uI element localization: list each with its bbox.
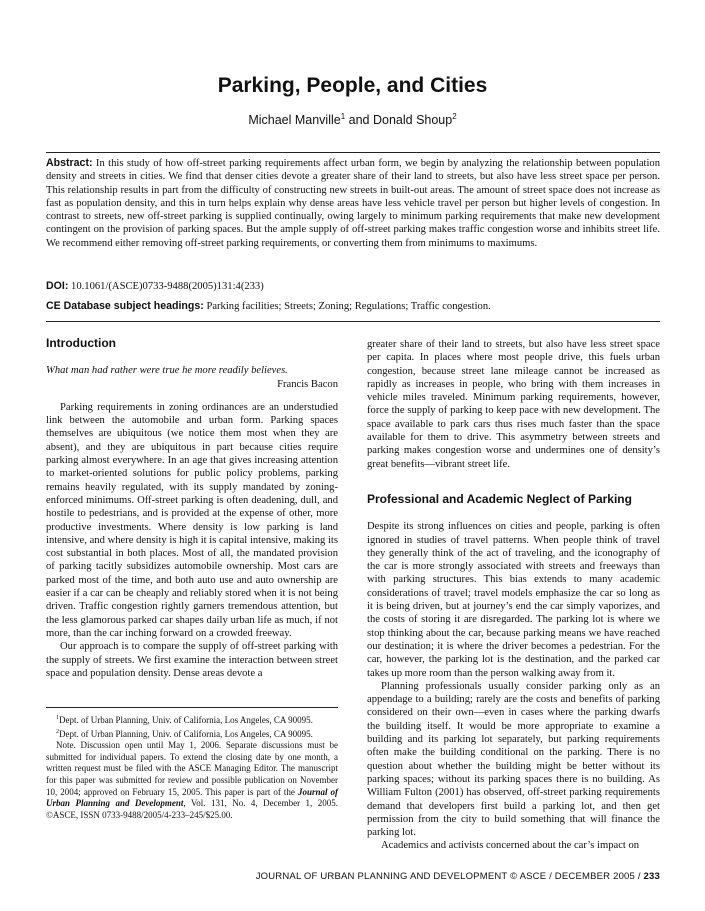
abstract-label: Abstract: xyxy=(46,157,93,169)
footnote-rule xyxy=(46,707,338,708)
author2-affiliation-mark: 2 xyxy=(452,112,457,121)
epigraph-source: Francis Bacon xyxy=(277,378,338,390)
author-shoup: Donald Shoup xyxy=(372,113,453,128)
abstract-top-rule xyxy=(46,152,660,153)
author1-affiliation-mark: 1 xyxy=(340,112,346,121)
doi-line xyxy=(46,280,660,292)
editorial-note xyxy=(46,740,338,821)
paper-title: Parking, People, and Cities xyxy=(217,74,488,97)
footnote-2 xyxy=(46,727,338,741)
footnote-1 xyxy=(46,713,338,727)
footnote-2-mark: 2 xyxy=(56,728,59,735)
footer-journal-line: JOURNAL OF URBAN PLANNING AND DEVELOPMENT © ASCE / DECEMBER 2005 / xyxy=(255,871,644,882)
footnotes xyxy=(46,713,338,821)
editorial-note-text-a: Note. Discussion open until May 1, 2006. Separate discussions must be submitted for individual papers. To extend the closing date by one month, a written request must be filed with the ASCE Managing Editor. The manuscript for this paper was submitted for review and possible publication on November 10, 2004; approved on February 15, 2005. This paper is part of the xyxy=(46,740,338,797)
header-bottom-rule xyxy=(46,321,660,322)
epigraph: What man had rather were true he more readily believes. xyxy=(46,365,288,377)
subject-headings-label: CE Database subject headings: xyxy=(46,300,204,312)
author-line xyxy=(0,112,705,127)
section-heading-introduction: Introduction xyxy=(46,336,116,350)
footnote-1-text: Dept. of Urban Planning, Univ. of California, Los Angeles, CA 90095. xyxy=(59,715,313,725)
abstract xyxy=(46,157,660,250)
editorial-note-text-b: , Vol. 131, No. 4, December 1, 2005. ©ASCE, ISSN 0733-9488/2005/4-233–245/$25.00. xyxy=(46,798,338,820)
footnote-1-mark: 1 xyxy=(56,715,59,721)
left-column xyxy=(46,337,338,680)
author-conjunction: and xyxy=(345,113,373,128)
author-manville: Michael Manville xyxy=(248,113,341,128)
intro-paragraph-1: Parking requirements in zoning ordinances are an understudied link between the automobile and urban form. Parking spaces themselves are ubiquitous (we notice them most when they are absent), and they are ubiquitous in part because cities require parking almost everywhere. In an age that gives increasing attention to market-oriented solutions for public policy problems, parking remains heavily regulated, with its supply mandated by zoning-enforced minimums. Off-street parking is often deadening, dull, and hostile to pedestrians, and is provided at the expense of other, more productive investments. Where density is low parking is land intensive, and where density is high it is capital intensive, making its cost substantial in both places. Most of all, the mandated provision of parking tacitly subsidizes automobile ownership. Most cars are parked most of the time, and both auto use and auto ownership are easier if a car can be cheaply and reliably stored when it is not being driven. Traffic congestion rightly garners tremendous attention, but the less glamorous parked car shapes daily urban life as much, if not more, than the car inching forward on a crowded freeway. xyxy=(46,401,338,639)
abstract-text: In this study of how off-street parking requirements affect urban form, we begin by analyzing the relationship between population density and streets in cities. We find that denser cities devote a greater share of their land to streets, but also have less street space per person. This relationship results in part from the difficulty of constructing new streets in built-out areas. The amount of street space does not increase as fast as population density, and this in turn helps explain why dense areas have less vehicle travel per person but higher levels of congestion. In contrast to streets, new off-street parking is supplied continually, owing largely to minimum parking requirements that make new development contingent on the provision of parking spaces. But the ample supply of off-street parking makes traffic congestion worse and inhibits street life. We recommend either removing off-street parking requirements, or converting them from minimums to maximums. xyxy=(46,158,660,249)
journal-name-italic: Journal of Urban Planning and Development xyxy=(46,786,338,809)
section-heading-neglect: Professional and Academic Neglect of Parking xyxy=(367,491,632,506)
intro-paragraph-2: Our approach is to compare the supply of off-street parking with the supply of streets. We first examine the interaction between street space and population density. Dense areas devote a xyxy=(46,641,338,679)
footnote-2-text: Dept. of Urban Planning, Univ. of California, Los Angeles, CA 90095. xyxy=(59,728,313,739)
doi-value: 10.1061/(ASCE)0733-9488(2005)131:4(233) xyxy=(71,281,264,292)
neglect-paragraph-2: Planning professionals usually consider parking only as an appendage to a building; rarely are the costs and benefits of parking considered on their own—even in cases where the parking dwarfs the building itself. It would be more appropriate to examine a building and its parking lot separately, but parking requirements often make the building conditional on the parking. There is no question about whether the building might be better without its parking spaces; without its parking spaces there is no building. As William Fulton (2001) has observed, off-street parking requirements demand that developers first build a parking lot, and then get permission from the city to build something that will finance the parking lot. xyxy=(367,680,660,839)
right-column xyxy=(367,338,660,853)
neglect-paragraph-3: Academics and activists concerned about the car’s impact on xyxy=(381,840,640,852)
page-number: 233 xyxy=(643,871,660,882)
doi-label: DOI: xyxy=(46,280,69,292)
intro-paragraph-2-continued: greater share of their land to streets, but also have less street space per capita. In places where most people drive, this fuels urban congestion, because street lane mileage cannot be increased as rapidly as increases in people, who bring with them increases in vehicle miles traveled. Minimum parking requirements, however, force the supply of parking to keep pace with new development. The space available to park cars thus rises much faster than the space available for them to drive. This asymmetry between streets and parking makes congestion worse and undermines one of density’s great benefits—vibrant street life. xyxy=(367,339,660,470)
subject-headings-value: Parking facilities; Streets; Zoning; Regulations; Traffic congestion. xyxy=(206,301,491,312)
page-footer xyxy=(0,871,660,882)
subject-headings-line xyxy=(46,300,660,312)
neglect-paragraph-1: Despite its strong influences on cities and people, parking is often ignored in studies of travel patterns. When people think of travel they generally think of the act of traveling, and the iconography of the car is more strongly associated with streets and freeways than with parking structures. This bias extends to many academic considerations of travel; travel models emphasize the car so long as it is being driven, but at journey’s end the car simply vaporizes, and the costs of storing it are disregarded. The parking lot is where we stop thinking about the car, because parking means we have reached our destination; it is where the driver becomes a pedestrian. For the car, however, the parking lot is the destination, and the parked car takes up more room than the person walking away from it. xyxy=(367,521,660,679)
